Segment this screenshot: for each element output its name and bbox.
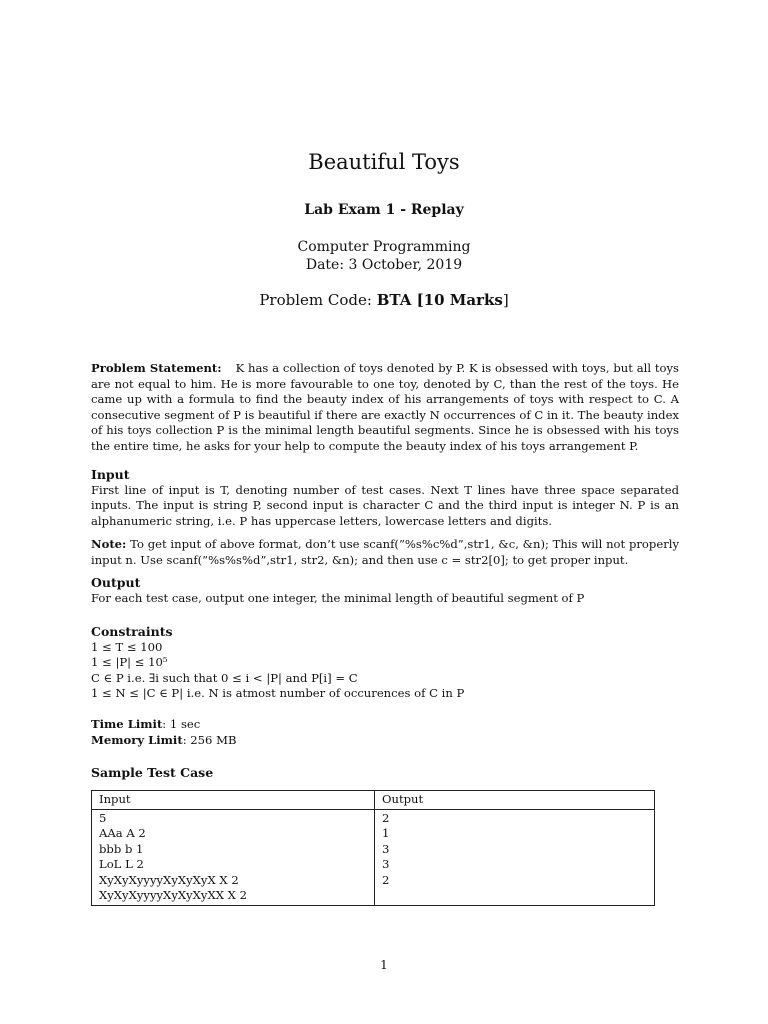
sample-output-line: 1 [382, 826, 390, 840]
sample-input-line: XyXyXyyyyXyXyXyX X 2 [99, 872, 239, 887]
problem-code-suffix: ] [502, 291, 509, 309]
time-limit [91, 717, 679, 733]
sample-section [91, 765, 679, 781]
constraint-line: 1 ≤ N ≤ |C ∈ P| i.e. N is atmost number of occurences of C in P [91, 686, 465, 700]
input-text: First line of input is T, denoting number of test cases. Next T lines have three space separated inputs. The input is string P, second input is character C and the third input is integer N. P is an alphanumeric string, i.e. P has uppercase letters, lowercase letters and digits. [91, 482, 679, 528]
sample-output-line: 3 [382, 857, 390, 871]
document-subtitle: Lab Exam 1 - Replay [304, 202, 464, 218]
sample-heading: Sample Test Case [91, 765, 214, 780]
note-section [91, 537, 679, 568]
sample-input-line: XyXyXyyyyXyXyXyXX X 2 [99, 888, 247, 902]
problem-statement-text: K has a collection of toys denoted by P. K is obsessed with toys, but all toys are not equal to him. He is more favourable to one toy, denoted by C, than the rest of the toys. He came up with a formula to find the beauty index of his arrangements of toys with respect to C. A consecutive segment of P is beautiful if there are exactly N occurrences of C in it. The beauty index of his toys collection P is the minimal length beautiful segments. Since he is obsessed with his toys the entire time, he asks for your help to compute the beauty index of his toys arrangement P. [91, 361, 679, 453]
input-heading: Input [91, 467, 130, 482]
constraint-line: 1 ≤ |P| ≤ 10⁵ [91, 655, 168, 669]
limits-section [91, 717, 679, 748]
course-name: Computer Programming [297, 239, 471, 255]
course-info [0, 238, 768, 274]
sample-output-line: 2 [382, 872, 390, 887]
sample-input-cell [92, 809, 375, 905]
problem-code-prefix: Problem Code: [259, 291, 377, 309]
problem-code [0, 291, 768, 309]
output-heading: Output [91, 575, 141, 590]
sample-output-line: 2 [382, 810, 390, 825]
note-label: Note: [91, 537, 127, 551]
constraint-line: 1 ≤ T ≤ 100 [91, 639, 163, 654]
sample-output-cell [375, 809, 655, 905]
memory-limit-value: : 256 MB [182, 732, 237, 747]
constraints-heading: Constraints [91, 624, 173, 639]
sample-output-line: 3 [382, 841, 390, 856]
problem-statement [91, 361, 679, 454]
problem-code-value: BTA [10 Marks [376, 291, 503, 309]
time-limit-value: : 1 sec [162, 717, 201, 731]
constraint-line: C ∈ P i.e. ∃i such that 0 ≤ i < |P| and P[i] = C [91, 670, 358, 685]
input-section [91, 467, 679, 529]
table-header-output: Output [375, 791, 655, 810]
exam-date: Date: 3 October, 2019 [305, 257, 463, 273]
constraints-section [91, 624, 679, 702]
sample-input-line: AAa A 2 [99, 826, 146, 840]
memory-limit [91, 733, 679, 749]
page-number: 1 [380, 958, 388, 972]
table-header-input: Input [92, 791, 375, 810]
sample-input-line: LoL L 2 [99, 857, 144, 871]
time-limit-label: Time Limit [91, 717, 163, 731]
sample-input-line: 5 [99, 810, 107, 825]
sample-table [91, 790, 655, 906]
table-row [92, 809, 655, 905]
output-section [91, 575, 679, 606]
sample-input-line: bbb b 1 [99, 841, 144, 856]
table-header-row [92, 791, 655, 810]
document-title: Beautiful Toys [308, 150, 460, 174]
note-text: To get input of above format, don’t use scanf(”%s%c%d”,str1, &c, &n); This will not properly input n. Use scanf(”%s%s%d”,str1, str2, &n); and then use c = str2[0]; to get proper input. [91, 537, 679, 567]
problem-statement-label: Problem Statement: [91, 361, 222, 375]
memory-limit-label: Memory Limit [91, 732, 183, 747]
output-text: For each test case, output one integer, the minimal length of beautiful segment of P [91, 590, 585, 605]
